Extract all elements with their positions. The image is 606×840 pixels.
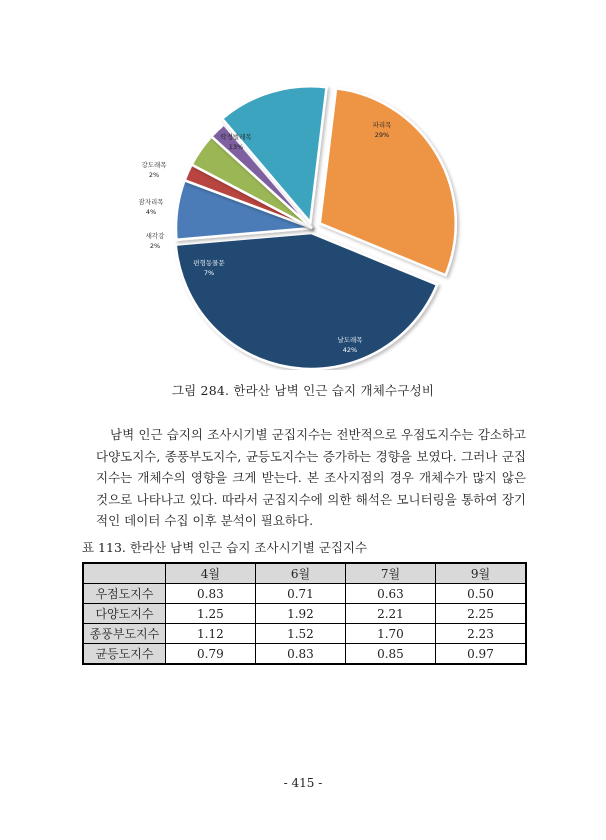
- table-cell: 1.92: [255, 604, 345, 624]
- row-label: 종풍부도지수: [83, 624, 165, 644]
- table-cell: 1.12: [165, 624, 255, 644]
- table-row: [83, 624, 526, 644]
- table-cell: 2.21: [345, 604, 435, 624]
- figure-caption: 그림 284. 한라산 남벽 인근 습지 개체수구성비: [171, 383, 435, 398]
- pie-chart: [0, 0, 606, 370]
- table-cell: 0.85: [345, 644, 435, 665]
- slice-percent-label: 4%: [145, 208, 157, 216]
- table-header-row: [83, 563, 526, 584]
- slice-percent-label: 29%: [374, 131, 390, 139]
- slice-label: 파리목: [372, 121, 392, 129]
- table-title: 표 113. 한라산 남벽 인근 습지 조사시기별 군집지수: [82, 540, 368, 555]
- table-cell: 0.79: [165, 644, 255, 665]
- table-row: [83, 584, 526, 604]
- header-june: 6월: [255, 563, 345, 584]
- table-cell: 1.52: [255, 624, 345, 644]
- slice-percent-label: 42%: [342, 346, 358, 354]
- table-cell: 0.50: [435, 584, 526, 604]
- pie-chart-svg: [0, 0, 606, 370]
- table-cell: 0.63: [345, 584, 435, 604]
- row-label: 균등도지수: [83, 644, 165, 665]
- slice-percent-label: 2%: [148, 171, 160, 179]
- table-cell: 2.25: [435, 604, 526, 624]
- header-july: 7월: [345, 563, 435, 584]
- table-cell: 0.83: [255, 644, 345, 665]
- table-cell: 1.70: [345, 624, 435, 644]
- paragraph-text: 남벽 인근 습지의 조사시기별 군집지수는 전반적으로 우점도지수는 감소하고 다양도지수, 종풍부도지수, 균등도지수는 증가하는 경향을 보였다. 그러나 군집지수는 개체수의 영향을 크게 받는다. 본 조사지점의 경우 개체수가 많지 않은 것으로 나타나고 있다. 따라서 군집지수에 의한 해석은 모니터링을 통하여 장기적인 데이터 수집 이후 분석이 필요하다.: [96, 427, 526, 528]
- slice-label: 강도래목: [141, 161, 167, 169]
- body-paragraph: [96, 424, 526, 532]
- header-april: 4월: [165, 563, 255, 584]
- row-label: 다양도지수: [83, 604, 165, 624]
- slice-percent-label: 2%: [149, 242, 161, 250]
- table-cell: 0.83: [165, 584, 255, 604]
- slice-label: 편형동물문: [193, 259, 225, 267]
- table-cell: 0.97: [435, 644, 526, 665]
- header-corner: [83, 563, 165, 584]
- table-cell: 1.25: [165, 604, 255, 624]
- table-row: [83, 604, 526, 624]
- table-cell: 0.71: [255, 584, 345, 604]
- header-september: 9월: [435, 563, 526, 584]
- table-cell: 2.23: [435, 624, 526, 644]
- slice-label: 새각강: [145, 232, 165, 240]
- slice-label: 날도래목: [337, 336, 363, 344]
- community-index-table: [82, 562, 527, 665]
- slice-label: 딱정벌레목: [220, 133, 252, 141]
- row-label: 우점도지수: [83, 584, 165, 604]
- table-row: [83, 644, 526, 665]
- slice-percent-label: 13%: [228, 143, 244, 151]
- page-number: - 415 -: [283, 776, 323, 790]
- slice-label: 잠자리목: [138, 198, 164, 206]
- slice-percent-label: 7%: [203, 269, 215, 277]
